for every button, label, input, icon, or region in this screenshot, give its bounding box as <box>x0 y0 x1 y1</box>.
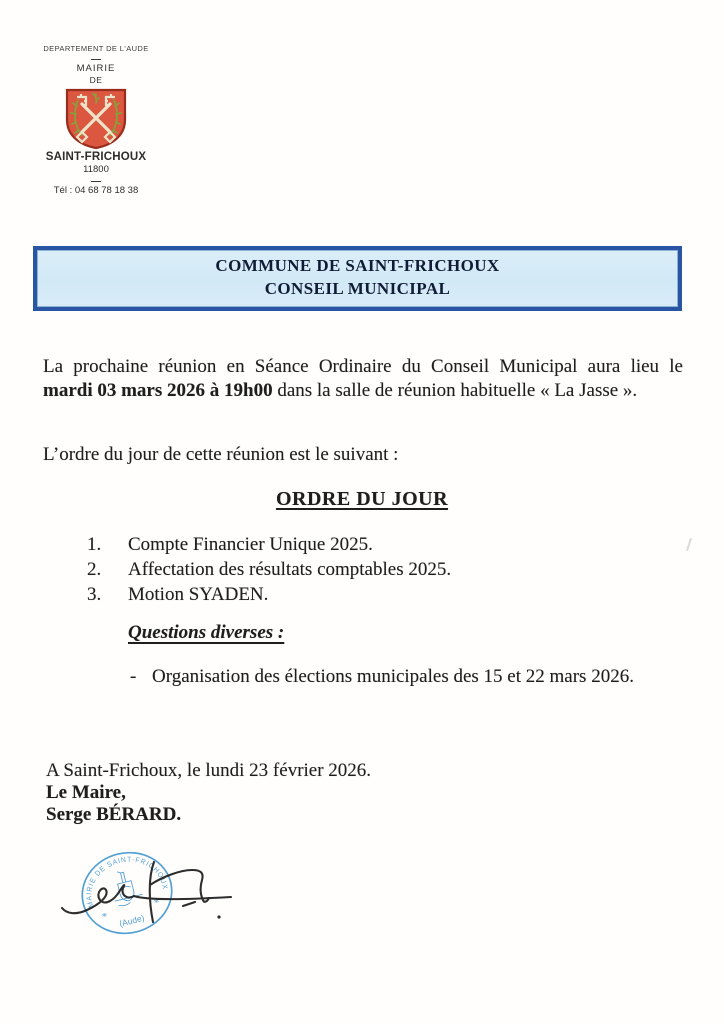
scan-artifact <box>686 538 692 551</box>
questions-diverses-heading: Questions diverses : <box>128 622 285 643</box>
agenda-item <box>87 582 451 607</box>
intro-paragraph <box>43 355 683 403</box>
agenda-lead: L’ordre du jour de cette réunion est le suivant : <box>43 444 399 465</box>
stamp-bottom-text: (Aude) <box>118 912 146 929</box>
separator-dash <box>91 59 101 60</box>
stamp-crest-icon <box>108 867 144 907</box>
agenda-title: ORDRE DU JOUR <box>275 488 449 510</box>
mairie-label: MAIRIE <box>76 63 116 74</box>
agenda-item-text: Motion SYADEN. <box>128 584 269 605</box>
questions-item <box>130 666 634 688</box>
stamp-right-star: * <box>152 896 162 910</box>
agenda-item <box>87 532 451 557</box>
stamp-left-star: * <box>100 910 110 924</box>
closing-block <box>46 760 371 826</box>
intro-text-1: La prochaine réunion en Séance Ordinaire du Conseil Municipal aura lieu le <box>43 356 683 377</box>
title-box-line2: CONSEIL MUNICIPAL <box>264 279 451 298</box>
agenda-item-number: 1. <box>87 534 102 555</box>
title-box <box>33 246 682 311</box>
phone-number: Tél : 04 68 78 18 38 <box>53 185 139 196</box>
coat-of-arms-icon <box>64 88 128 150</box>
signer-name: Serge BÉRARD. <box>46 804 182 825</box>
intro-text-2: dans la salle de réunion habituelle « La Jasse ». <box>272 380 638 401</box>
stamp-and-signature <box>50 840 245 945</box>
department-label: DEPARTEMENT DE L'AUDE <box>43 44 149 53</box>
stamp-arc-text: MAIRIE DE SAINT-FRICHOUX <box>84 854 170 909</box>
agenda-item-text: Compte Financier Unique 2025. <box>128 534 373 555</box>
commune-name: SAINT-FRICHOUX <box>45 151 147 163</box>
mairie-de-label: DE <box>89 75 103 85</box>
agenda-item-number: 3. <box>87 584 102 605</box>
title-box-line1: COMMUNE DE SAINT-FRICHOUX <box>215 256 500 275</box>
postal-code: 11800 <box>83 164 109 175</box>
agenda-item-number: 2. <box>87 559 102 580</box>
agenda-item-text: Affectation des résultats comptables 2025. <box>128 559 452 580</box>
place-date-line: A Saint-Frichoux, le lundi 23 février 2026. <box>46 760 372 781</box>
agenda-item <box>87 557 451 582</box>
separator-dash <box>91 181 101 182</box>
meeting-date-bold: mardi 03 mars 2026 à 19h00 <box>43 380 273 401</box>
mairie-oval-stamp <box>74 843 181 942</box>
dash-bullet: - <box>130 666 137 687</box>
signer-role: Le Maire, <box>46 782 126 803</box>
agenda-list <box>87 532 451 607</box>
letterhead <box>40 44 152 196</box>
questions-item-text: Organisation des élections municipales des 15 et 22 mars 2026. <box>152 666 634 687</box>
